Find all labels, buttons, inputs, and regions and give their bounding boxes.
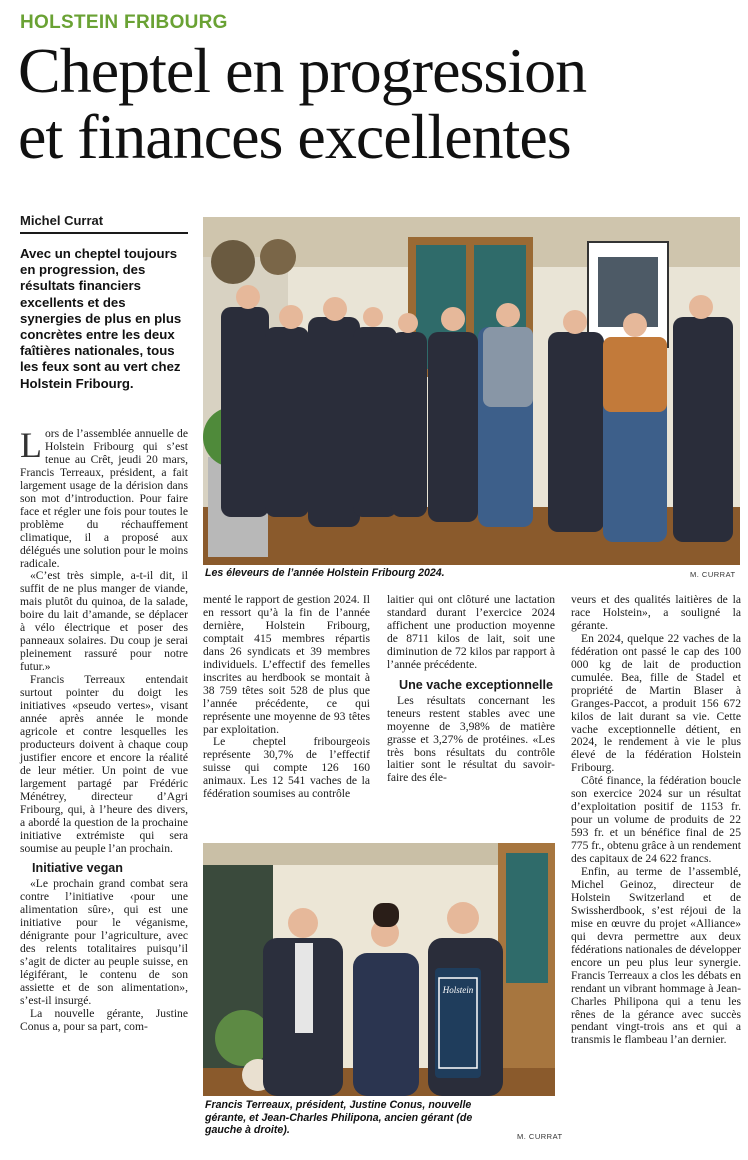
col2-paragraph-2: Le cheptel fribourgeois représente 30,7% de l’effectif suisse qui compte 126 160 animaux. Les 12 541 vaches de la fédération soumises au contrôle [203, 735, 370, 801]
col1-paragraph-2: «C’est très simple, a-t-il dit, il suffit de ne plus manger de viande, mais plutôt du quinoa, de la salade, boire du lait d’amande, se déplacer à vélo électrique et poser des panneaux solaires. Du coup je serai pleinement rassuré pour notre futur.» [20, 569, 188, 674]
col1-paragraph-1 [20, 425, 188, 570]
presidents-photo [203, 843, 555, 1096]
column-3 [387, 594, 555, 785]
col4-paragraph-2: En 2024, quelque 22 vaches de la fédération ont passé le cap des 100 000 kg de lait de production cumulée. Bea, fille de Stadel et propriété de Martin Blaser à Granges-Paccot, a produit 156 672 kilos de lait durant sa vie. Cette vache exceptionnelle détient, en 2024, le rendement à vie le plus élevé de la fédération Holstein Fribourg. [571, 631, 741, 775]
col4-paragraph-1: veurs et des qualités laitières de la race Holstein», a souligné la gérante. [571, 593, 741, 632]
col1-paragraph-5: La nouvelle gérante, Justine Conus a, pour sa part, com- [20, 1006, 188, 1033]
drop-cap: L [20, 425, 42, 465]
col4-paragraph-3: Côté finance, la fédération boucle son exercice 2024 sur un résultat d’exploitation positif de 1153 fr. pour un volume de produits de 22 593 fr. et un bénéfice final de 25 775 fr., obtenu grâce à un rendement des capitaux de 24 622 francs. [571, 774, 741, 866]
col1-paragraph-3: Francis Terreaux entendait surtout pointer du doigt les initiatives «pseudo vertes», visant année après année le monde agricole et contre lesquelles les producteurs doivent à chaque coup justifier encore et encore la réalité de leur métier. Un point de vue largement partagé par Frédéric Ménétrey, directeur d’Agri Fribourg, qui, à l’heure des divers, a abordé la question de la prochaine initiative extrémiste qui sera soumise au peuple l’an prochain. [20, 673, 188, 855]
col3-paragraph-1: laitier qui ont clôturé une lactation standard durant l’exercice 2024 affichent une production moyenne de 8711 kilos de lait, soit une diminution de 72 kilos par rapport à l’année précédente. [387, 593, 555, 671]
lead-paragraph: Avec un cheptel toujours en progression, des résultats financiers excellents et des synergies de plus en plus concrètes entre les deux faîtières nationales, tous les feux sont au vert chez Holstein Fribourg. [20, 246, 182, 391]
subheading-initiative-vegan: Initiative vegan [32, 861, 123, 876]
breeders-group-photo [203, 217, 740, 565]
column-2 [203, 594, 370, 801]
column-1 [20, 425, 188, 1034]
subheading-vache-exceptionnelle: Une vache exceptionnelle [399, 677, 553, 692]
banner-text: Holstein [442, 985, 474, 995]
headline-line-2: et finances excellentes [18, 101, 571, 172]
section-kicker: HOLSTEIN FRIBOURG [20, 12, 228, 33]
photo2-credit: M. CURRAT [517, 1132, 563, 1141]
headline [18, 35, 738, 172]
col3-paragraph-2: Les résultats concernant les teneurs restent stables avec une moyenne de 3,98% de matière grasse et 3,27% de protéines. «Les très bons résultats du contrôle laitier sont le résultat du savoir-faire des éle- [387, 693, 555, 785]
photo1-caption: Les éleveurs de l’année Holstein Fribourg 2024. [205, 567, 445, 579]
headline-line-1: Cheptel en progression [18, 35, 587, 106]
col2-paragraph-1: menté le rapport de gestion 2024. Il en ressort qu’à la fin de l’année dernière, Holstein Fribourg, comptait 415 membres répartis dans 26 syndicats et 39 membres individuels. L’effectif des femelles inscrites au herdbook se montait à 38 759 têtes soit 528 de plus que l’année précédente, ce qui représente une moyenne de 93 têtes par exploitation. [203, 593, 370, 736]
column-4 [571, 594, 741, 1047]
col1-paragraph-1-text: ors de l’assemblée annuelle de Holstein Fribourg qui s’est tenue au Crêt, jeudi 20 mars, Francis Terreaux, président, a fait largement usage de la dérision dans son mot d’introduction. Pour faire face et régler une fois pour toutes le problème du réchauffement climatique, il a proposé aux délégués une solution pour le moins radicale. [20, 427, 188, 570]
byline: Michel Currat [20, 213, 188, 234]
col4-paragraph-4: Enfin, au terme de l’assemblé, Michel Geinoz, directeur de Holstein Switzerland et de Swissherdbook, s’est réjoui de la mise en œuvre du projet «Alliance» qui devra permettre aux deux fédérations nationales de développer encore un peu plus leur synergie. Francis Terreaux a clos les débats en rendant un vibrant hommage à Jean-Charles Philipona qui a tenu les rênes de la gérance avec succès pendant vingt-trois ans et qui a transmis le flambeau l’an dernier. [571, 865, 741, 1047]
col1-paragraph-4: «Le prochain grand combat sera contre l’initiative ‹pour une alimentation sûre›, qui est une initiative pour le véganisme, dénigrante pour l’agriculture, avec des relents totalitaires puisqu’il s’agit de dicter au peuple suisse, en légiférant, le contenu de son assiette et de son alimentation», s’est-il insurgé. [20, 877, 188, 1008]
photo2-caption: Francis Terreaux, président, Justine Conus, nouvelle gérante, et Jean-Charles Philipona, ancien gérant (de gauche à droite). [205, 1099, 473, 1137]
photo1-credit: M. CURRAT [690, 570, 736, 579]
